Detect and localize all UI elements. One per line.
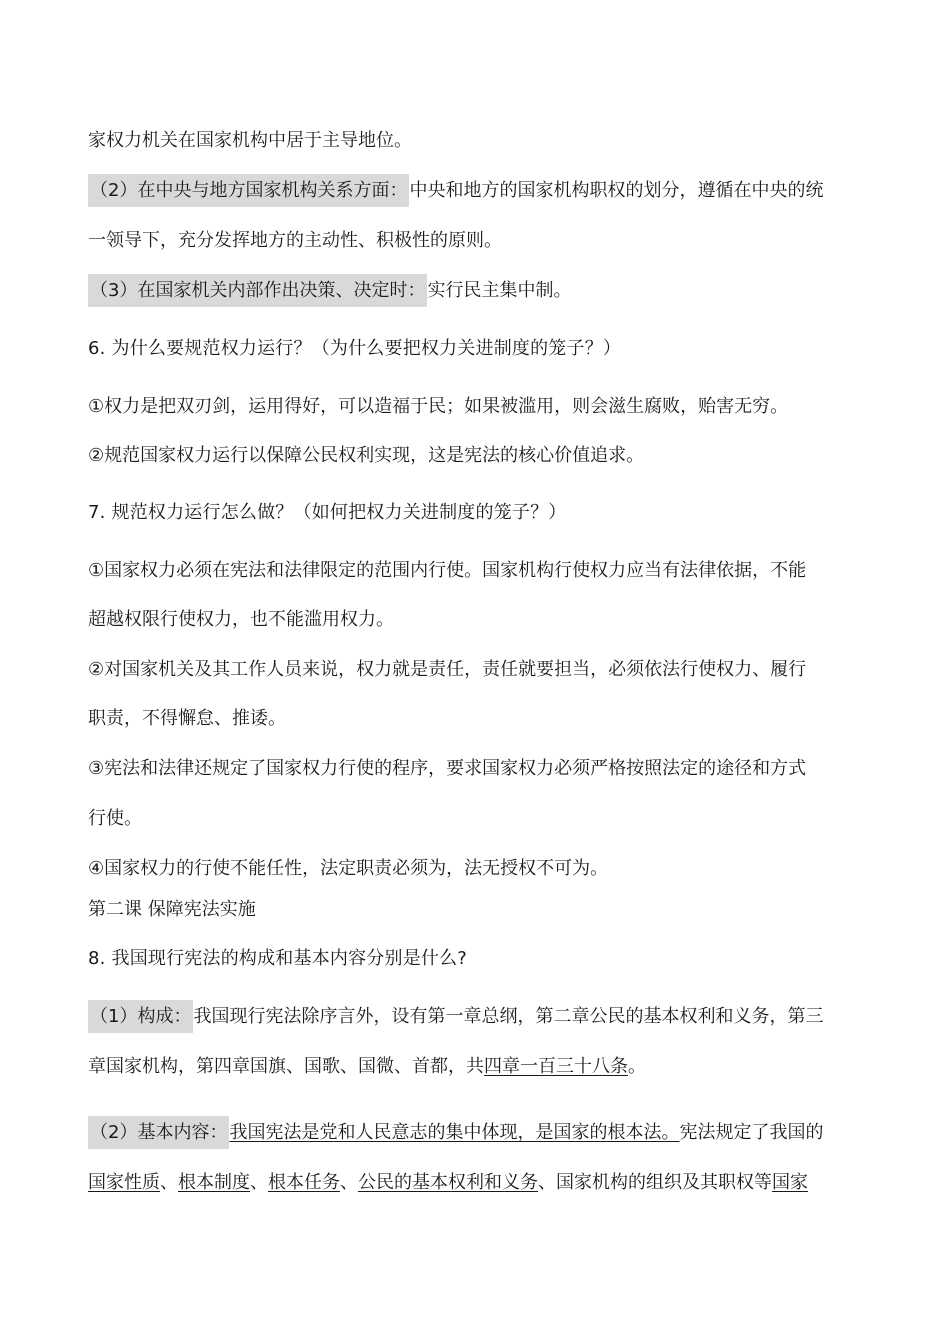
text: 8. 我国现行宪法的构成和基本内容分别是什么? (88, 948, 468, 969)
question-heading (88, 946, 868, 972)
text: 章国家机构，第四章国旗、国歌、国微、首都，共 (88, 1056, 484, 1077)
answer-line (88, 443, 868, 469)
paragraph-line (88, 278, 868, 304)
underlined-text: 国家 (772, 1172, 808, 1193)
underlined-text: 根本任务 (268, 1172, 340, 1193)
answer-line (88, 706, 868, 732)
highlighted-label: （3）在国家机关内部作出决策、决定时： (88, 274, 427, 307)
text: 一领导下，充分发挥地方的主动性、积极性的原则。 (88, 230, 502, 251)
paragraph-line (88, 228, 868, 254)
text: 超越权限行使权力，也不能滥用权力。 (88, 609, 394, 630)
underlined-text: 国家性质 (88, 1172, 160, 1193)
question-heading (88, 500, 868, 526)
answer-line (88, 394, 868, 420)
answer-line (88, 1120, 868, 1146)
text: ①权力是把双刃剑，运用得好，可以造福于民；如果被滥用，则会滋生腐败，贻害无穷。 (88, 396, 789, 417)
text: 。 (628, 1056, 646, 1077)
highlighted-label: （1）构成： (88, 1000, 193, 1033)
text: 行使。 (88, 808, 142, 829)
text: 家权力机关在国家机构中居于主导地位。 (88, 130, 412, 151)
text: 6. 为什么要规范权力运行？（为什么要把权力关进制度的笼子？） (88, 338, 622, 359)
underlined-text: 根本制度 (178, 1172, 250, 1193)
question-heading (88, 336, 868, 362)
text: 、 (250, 1172, 268, 1193)
highlighted-label: （2）在中央与地方国家机构关系方面： (88, 174, 409, 207)
text: 、 (340, 1172, 358, 1193)
lesson-heading (88, 897, 868, 923)
text: ②对国家机关及其工作人员来说，权力就是责任，责任就要担当，必须依法行使权力、履行 (88, 659, 807, 680)
text: 职责，不得懈怠、推诿。 (88, 708, 286, 729)
answer-line (88, 856, 868, 882)
text: ①国家权力必须在宪法和法律限定的范围内行使。国家机构行使权力应当有法律依据，不能 (88, 560, 807, 581)
underlined-text: 四章一百三十八条 (484, 1056, 628, 1077)
text: ③宪法和法律还规定了国家权力行使的程序，要求国家权力必须严格按照法定的途径和方式 (88, 758, 807, 779)
answer-line (88, 806, 868, 832)
answer-line (88, 657, 868, 683)
text: 第二课 保障宪法实施 (88, 899, 256, 920)
highlighted-label: （2）基本内容： (88, 1116, 229, 1149)
answer-line (88, 756, 868, 782)
underlined-text: 公民的基本权利和义务 (358, 1172, 538, 1193)
text: 7. 规范权力运行怎么做？（如何把权力关进制度的笼子？） (88, 502, 567, 523)
text: ④国家权力的行使不能任性，法定职责必须为，法无授权不可为。 (88, 858, 609, 879)
text: ②规范国家权力运行以保障公民权利实现，这是宪法的核心价值追求。 (88, 445, 645, 466)
answer-line (88, 1004, 868, 1030)
answer-line (88, 558, 868, 584)
text: 我国现行宪法除序言外，设有第一章总纲，第二章公民的基本权利和义务，第三 (193, 1006, 824, 1027)
paragraph-line (88, 128, 868, 154)
text: 、国家机构的组织及其职权等 (538, 1172, 772, 1193)
text: 、 (160, 1172, 178, 1193)
text: 中央和地方的国家机构职权的划分，遵循在中央的统 (409, 180, 824, 201)
underlined-text: 我国宪法是党和人民意志的集中体现，是国家的根本法。 (229, 1122, 680, 1143)
text: 宪法规定了我国的 (679, 1122, 824, 1143)
answer-line (88, 1170, 868, 1196)
paragraph-line (88, 178, 868, 204)
text: 实行民主集中制。 (427, 280, 572, 301)
answer-line (88, 1054, 868, 1080)
answer-line (88, 607, 868, 633)
